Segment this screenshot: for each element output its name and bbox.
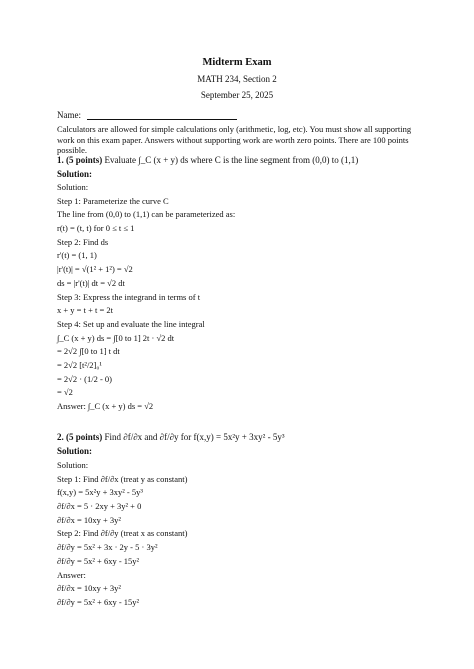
solution-line: ∂f/∂x = 10xy + 3y² bbox=[57, 583, 121, 594]
exam-date: September 25, 2025 bbox=[200, 90, 274, 100]
solution-line: Step 4: Set up and evaluate the line integral bbox=[57, 318, 205, 329]
solution-line: = 2√2 · (1/2 - 0) bbox=[57, 373, 113, 384]
solution-line: Answer: ∫_C (x + y) ds = √2 bbox=[57, 401, 154, 411]
solution-line: Solution: bbox=[57, 460, 89, 470]
solution-line: r(t) = (t, t) for 0 ≤ t ≤ 1 bbox=[57, 223, 135, 234]
solution-line: = 2√2 [t²/2]₀¹ bbox=[57, 359, 102, 370]
solution-line: Answer: bbox=[57, 569, 86, 580]
question-2-solution-lines bbox=[57, 459, 187, 610]
question-2-solution-label: Solution: bbox=[57, 446, 93, 456]
solution-line: ∂f/∂x = 5 · 2xy + 3y² + 0 bbox=[57, 501, 142, 512]
exam-title: Midterm Exam bbox=[202, 57, 272, 68]
solution-line: f(x,y) = 5x²y + 3xy² - 5y³ bbox=[57, 487, 143, 498]
solution-line: r'(t) = (1, 1) bbox=[57, 250, 97, 261]
question-number: 2. bbox=[57, 432, 64, 442]
solution-line: ∂f/∂y = 5x² + 3x · 2y - 5 · 3y² bbox=[57, 542, 158, 553]
solution-line: ∂f/∂y = 5x² + 6xy - 15y² bbox=[57, 596, 140, 607]
question-1-solution-lines bbox=[57, 181, 235, 414]
solution-line: ∫_C (x + y) ds = ∫[0 to 1] 2t · √2 dt bbox=[57, 332, 175, 343]
name-blank-line bbox=[87, 110, 237, 120]
solution-line: = 2√2 ∫[0 to 1] t dt bbox=[57, 346, 120, 357]
question-1-heading bbox=[57, 155, 358, 165]
question-1-solution-label: Solution: bbox=[57, 169, 93, 179]
exam-instructions: Calculators are allowed for simple calculations only (arithmetic, log, etc). You must show all supporting work on this exam paper. Answers without supporting work are worth zero points. There are 100 points possible. bbox=[57, 124, 412, 155]
name-label: Name: bbox=[57, 110, 81, 120]
question-prompt: Find ∂f/∂x and ∂f/∂y for f(x,y) = 5x²y + 3xy² - 5y³ bbox=[104, 432, 285, 442]
course-line: MATH 234, Section 2 bbox=[197, 74, 277, 84]
name-field-row bbox=[57, 110, 237, 120]
solution-line: Step 2: Find ds bbox=[57, 236, 109, 247]
question-prompt: Evaluate ∫_C (x + y) ds where C is the line segment from (0,0) to (1,1) bbox=[104, 155, 359, 165]
solution-line: Step 2: Find ∂f/∂y (treat x as constant) bbox=[57, 528, 188, 539]
question-number: 1. bbox=[57, 155, 64, 165]
solution-line: |r'(t)| = √(1² + 1²) = √2 bbox=[57, 264, 133, 275]
solution-line: Step 1: Find ∂f/∂x (treat y as constant) bbox=[57, 473, 188, 484]
solution-line: x + y = t + t = 2t bbox=[57, 305, 114, 316]
question-points: (5 points) bbox=[66, 432, 103, 442]
solution-line: The line from (0,0) to (1,1) can be parameterized as: bbox=[57, 209, 236, 220]
solution-line: Solution: bbox=[57, 182, 89, 192]
question-points: (5 points) bbox=[66, 155, 103, 165]
question-2-heading bbox=[57, 432, 285, 442]
solution-line: Step 3: Express the integrand in terms of t bbox=[57, 291, 201, 302]
solution-line: ∂f/∂x = 10xy + 3y² bbox=[57, 514, 121, 525]
solution-line: Step 1: Parameterize the curve C bbox=[57, 195, 169, 206]
solution-line: = √2 bbox=[57, 387, 73, 398]
solution-line: ds = |r'(t)| dt = √2 dt bbox=[57, 277, 125, 288]
solution-line: ∂f/∂y = 5x² + 6xy - 15y² bbox=[57, 555, 140, 566]
